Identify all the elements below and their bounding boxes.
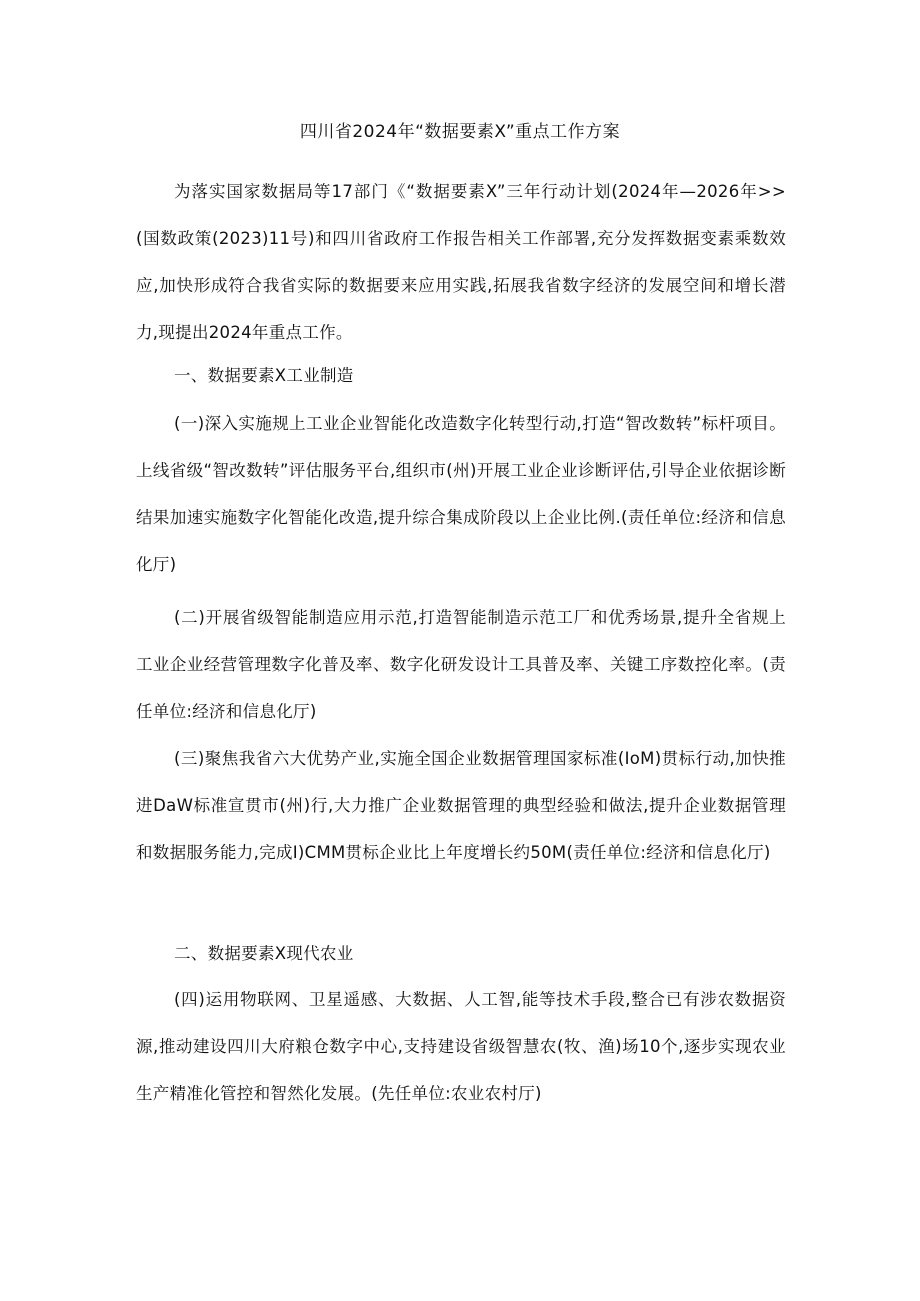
item-2-paragraph: (二)开展省级智能制造应用示范,打造智能制造示范工厂和优秀场景,提升全省规上工业企业经营管理数字化普及率、数字化研发设计工具普及率、关键工序数控化率。(责任单位:经济和信息化厅) <box>136 608 786 721</box>
item-1-paragraph: (一)深入实施规上工业企业智能化改造数字化转型行动,打造“智改数转”标杆项目。上线省级“智改数转”评估服务平台,组织市(州)开展工业企业诊断评估,引导企业依据诊断结果加速实施数字化智能化改造,提升综合集成阶段以上企业比例.(责任单位:经济和信息化厅) <box>136 414 786 574</box>
section-heading-agriculture: 二、数据要素X现代农业 <box>174 944 354 963</box>
item-3-paragraph: (三)聚焦我省六大优势产业,实施全国企业数据管理国家标准(IoM)贯标行动,加快推进DaW标准宣贯市(州)行,大力推广企业数据管理的典型经验和做法,提升企业数据管理和数据服务能力,完成I)CMM贯标企业比上年度增长约50M(责任单位:经济和信息化厅) <box>136 749 786 862</box>
document-title: 四川省2024年“数据要素X”重点工作方案 <box>299 122 621 142</box>
intro-paragraph: 为落实国家数据局等17部门《“数据要素X”三年行动计划(2024年—2026年>>(国数政策(2023)11号)和四川省政府工作报告相关工作部署,充分发挥数据变素乘数效应,加快形成符合我省实际的数据要来应用实践,拓展我省数字经济的发展空间和增长潜力,现提出2024年重点工作。 <box>136 182 786 342</box>
section-heading-industry: 一、数据要素X工业制造 <box>174 366 354 385</box>
item-4-paragraph: (四)运用物联网、卫星遥感、大数据、人工智,能等技术手段,整合已有涉农数据资源,推动建设四川大府粮仓数字中心,支持建设省级智慧农(牧、渔)场10个,逐步实现农业生产精准化管控和智然化发展。(先任单位:农业农村厅) <box>136 990 786 1103</box>
